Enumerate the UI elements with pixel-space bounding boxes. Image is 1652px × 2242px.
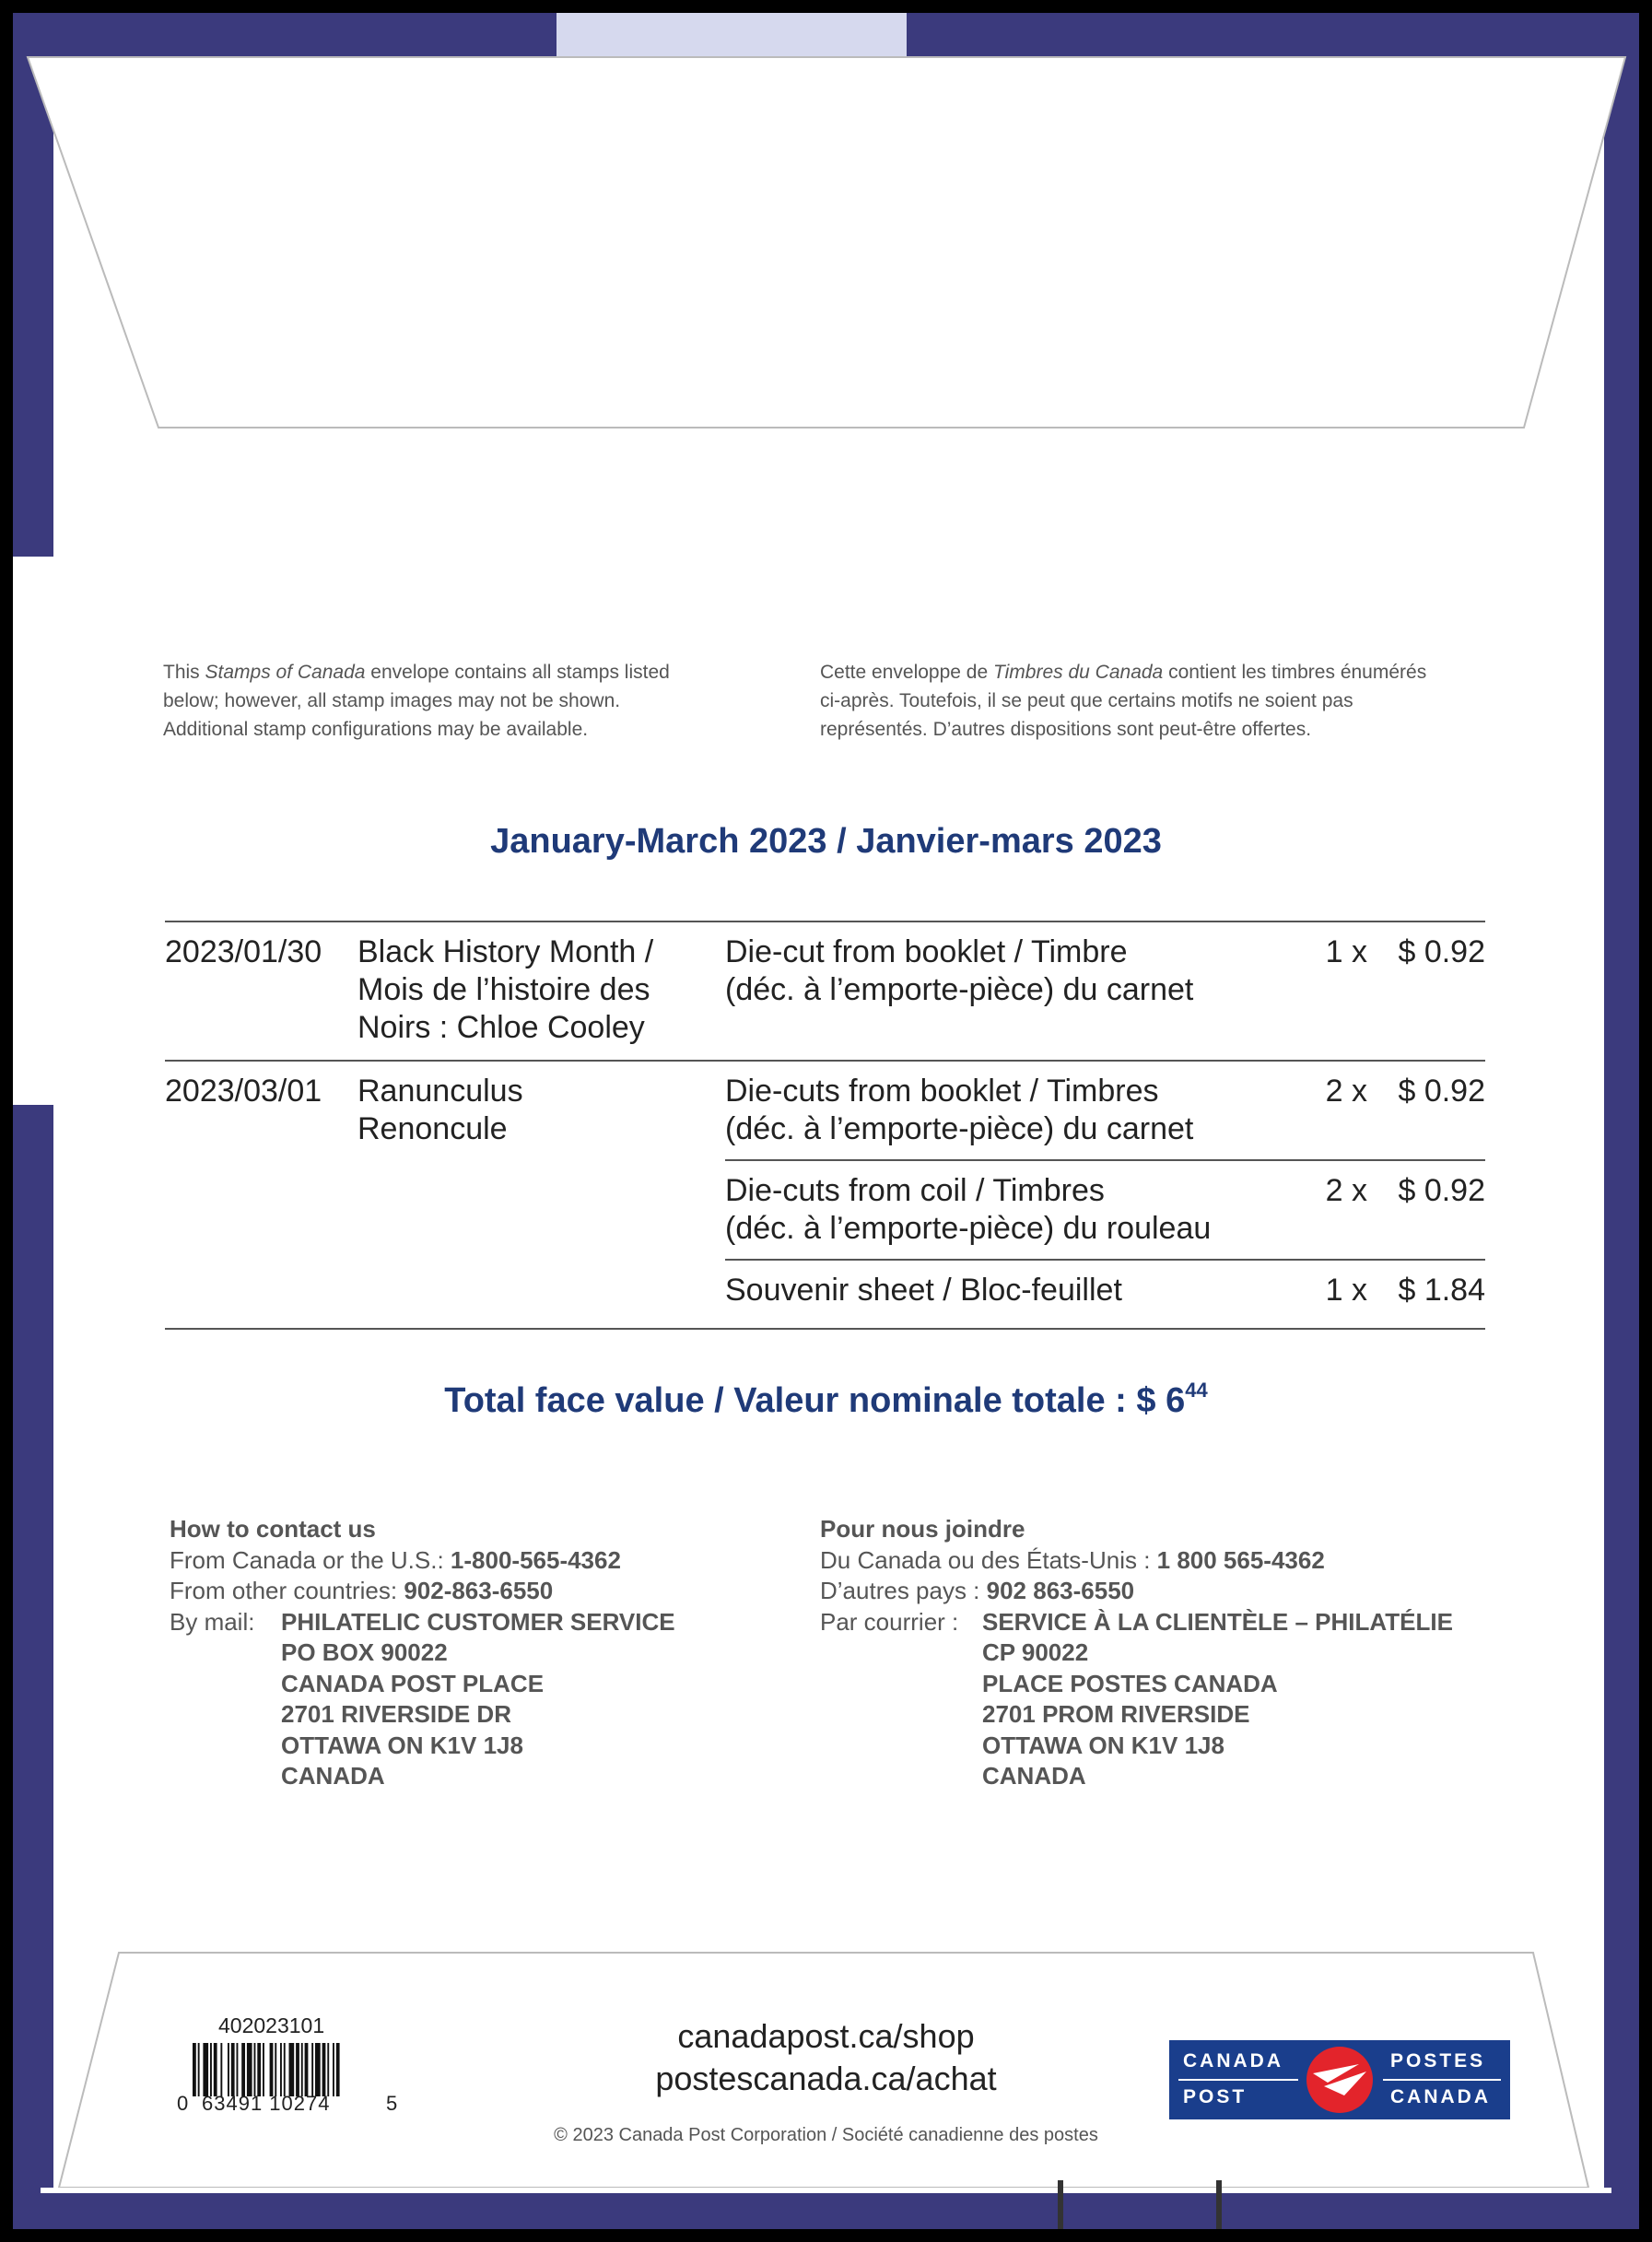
canada-post-logo [1169,2040,1510,2119]
logo-text-post: POST [1183,2086,1248,2107]
item-quantity: 2 x [1325,1074,1367,1109]
issue-name-line: Mois de l’histoire des [357,972,650,1007]
address-line: PLACE POSTES CANADA [982,1669,1278,1697]
item-description-line: Die-cut from booklet / Timbre [725,934,1128,969]
item-description-line: (déc. à l’emporte-pièce) du carnet [725,1111,1194,1146]
copyright: © 2023 Canada Post Corporation / Société canadienne des postes [554,2125,1098,2145]
item-price: $ 1.84 [1398,1273,1485,1308]
item-description-line: Die-cuts from booklet / Timbres [725,1074,1159,1109]
issue-date: 2023/03/01 [165,1074,322,1109]
item-rule [725,1159,1485,1161]
logo-text-canada-left: CANADA [1183,2050,1283,2072]
issue-name-line: Black History Month / [357,934,654,969]
item-price: $ 0.92 [1398,1173,1485,1208]
logo-text-canada-right: CANADA [1390,2086,1491,2107]
table-rule-top [165,921,1485,922]
post-mark-right [1216,2180,1222,2229]
item-quantity: 2 x [1325,1173,1367,1208]
item-price: $ 0.92 [1398,934,1485,969]
item-description-line: (déc. à l’emporte-pièce) du carnet [725,972,1194,1007]
address-line: CANADA [281,1762,385,1790]
address-line: CANADA POST PLACE [281,1669,545,1697]
post-mark-left [1058,2180,1063,2229]
issue-date: 2023/01/30 [165,934,322,969]
period-title: January-March 2023 / Janvier-mars 2023 [490,822,1162,861]
total-face-value: Total face value / Valeur nominale totale : $ $6^{44}$ [444,1379,1208,1420]
item-description-line: Die-cuts from coil / Timbres [725,1173,1105,1208]
contact-french: Pour nous joindre Du Canada ou des États-Unis : 1 800 565-4362 D’autres pays : 902 863-6550 Par courrier : SERVICE À LA CLIENTÈLE – PHILATÉLIE CP 90022 PLACE POSTES CANADA 2701 PROM RIVERSIDE OTTAWA ON K1V 1J8 CANADA [820,1514,1325,1637]
barcode-middle-digits: 63491 10274 [202,2092,331,2115]
item-rule [725,1259,1485,1261]
address-line: PO BOX 90022 [281,1638,448,1666]
item-quantity: 1 x [1325,1273,1367,1308]
item-description-line: Souvenir sheet / Bloc-feuillet [725,1273,1122,1308]
table-rule [165,1060,1485,1062]
address-line: 2701 PROM RIVERSIDE [982,1700,1250,1728]
logo-divider-left [1178,2079,1298,2081]
url-english[interactable]: canadapost.ca/shop [677,2017,975,2055]
url-french[interactable]: postescanada.ca/achat [655,2060,997,2097]
top-flap [13,13,1639,455]
item-quantity: 1 x [1325,934,1367,969]
contact-english: How to contact us From Canada or the U.S.: 1-800-565-4362 From other countries: 902-863-6550 By mail: PHILATELIC CUSTOMER SERVICE PO BOX 90022 CANADA POST PLACE 2701 RIVERSIDE DR OTTAWA ON K1V 1J8 CANADA [170,1514,621,1637]
barcode-last-digit: 5 [386,2092,398,2115]
product-code: 402023101 [218,2013,325,2037]
address-line: CANADA [982,1762,1086,1790]
address-line: OTTAWA ON K1V 1J8 [281,1731,523,1759]
address-line: OTTAWA ON K1V 1J8 [982,1731,1224,1759]
logo-text-postes: POSTES [1390,2050,1486,2072]
address-line: SERVICE À LA CLIENTÈLE – PHILATÉLIE [982,1607,1453,1636]
table-rule [165,1328,1485,1330]
item-price: $ 0.92 [1398,1074,1485,1109]
envelope-back [13,13,1639,2229]
address-english [281,1607,675,1792]
item-description-line: (déc. à l’emporte-pièce) du rouleau [725,1211,1212,1246]
post-symbol-icon [1300,2044,1379,2116]
address-line: PHILATELIC CUSTOMER SERVICE [281,1607,675,1636]
issue-name-line: Ranunculus [357,1074,523,1109]
issue-name-line: Renoncule [357,1111,508,1146]
address-line: CP 90022 [982,1638,1089,1666]
barcode-first-digit: 0 [177,2092,189,2115]
issue-name-line: Noirs : Chloe Cooley [357,1010,645,1045]
intro-french: Cette enveloppe de Timbres du Canada contient les timbres énumérés ci-après. Toutefois, il se peut que certains motifs ne soient pas représentés. D’autres dispositions sont peut-être offertes. [820,662,1427,740]
intro-english: This Stamps of Canada envelope contains all stamps listed below; however, all stamp images may not be shown. Additional stamp configurations may be available. [163,662,670,740]
address-french [982,1607,1453,1792]
address-line: 2701 RIVERSIDE DR [281,1700,511,1728]
logo-divider-right [1383,2079,1501,2081]
